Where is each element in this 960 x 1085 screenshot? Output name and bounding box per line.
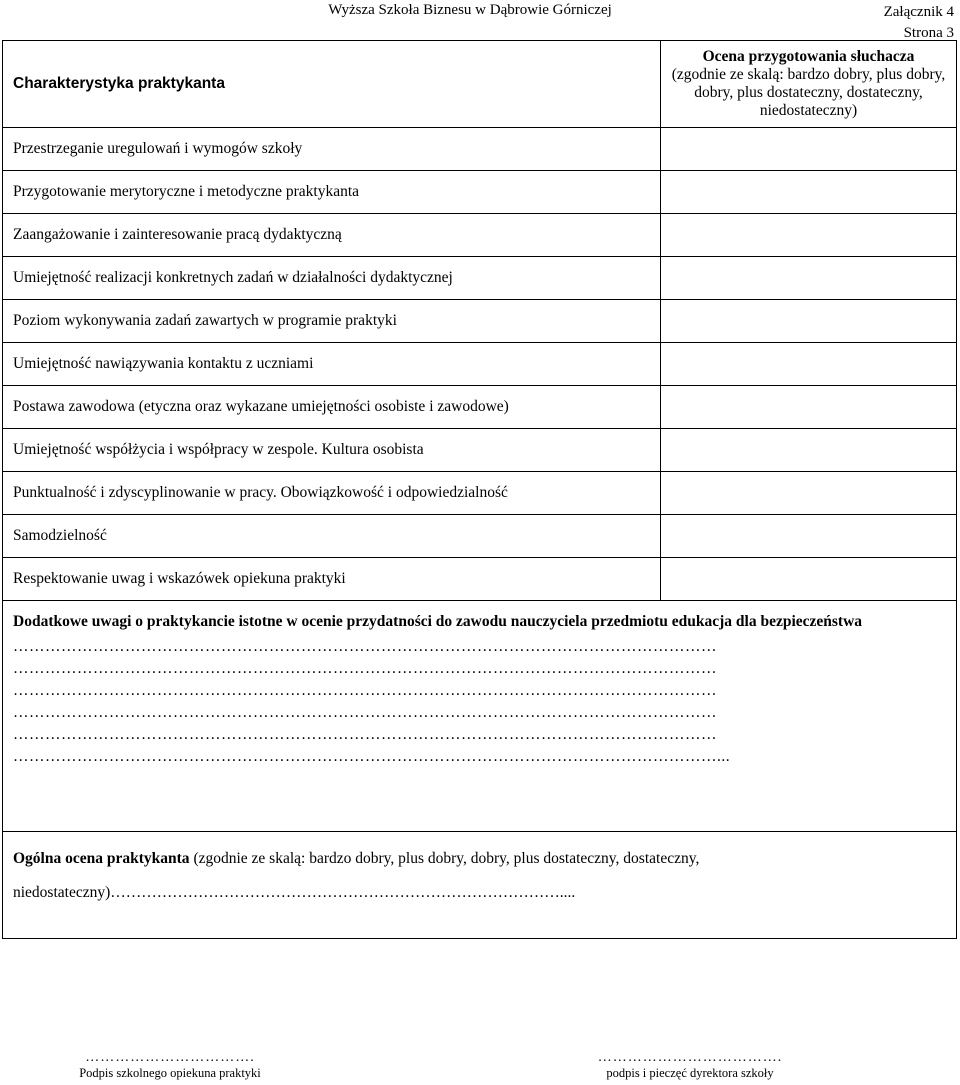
notes-cell[interactable] bbox=[3, 601, 957, 832]
notes-line: …………………………………………………………………………………………………………………… bbox=[13, 638, 717, 655]
criterion-label: Umiejętność realizacji konkretnych zadań w działalności dydaktycznej bbox=[3, 257, 661, 300]
notes-row bbox=[3, 601, 957, 832]
grade-cell[interactable] bbox=[661, 429, 957, 472]
grade-cell[interactable] bbox=[661, 515, 957, 558]
table-row bbox=[3, 558, 957, 601]
signature-principal bbox=[585, 1050, 795, 1081]
page-number: Strona 3 bbox=[903, 25, 954, 41]
signature-line: ………………………………. bbox=[597, 1050, 783, 1065]
school-name: Wyższa Szkoła Biznesu w Dąbrowie Górniczej bbox=[328, 2, 612, 18]
overall-assessment-dots: …………………………………………………………………………….... bbox=[110, 884, 576, 901]
criterion-label: Przestrzeganie uregulowań i wymogów szkoły bbox=[3, 128, 661, 171]
notes-title: Dodatkowe uwagi o praktykancie istotne w ocenie przydatności do zawodu nauczyciela przedmiotu edukacja dla bezpieczeństwa bbox=[13, 613, 863, 630]
criterion-label: Poziom wykonywania zadań zawartych w programie praktyki bbox=[3, 300, 661, 343]
table-row bbox=[3, 257, 957, 300]
criterion-label: Umiejętność nawiązywania kontaktu z uczniami bbox=[3, 343, 661, 386]
table-row bbox=[3, 128, 957, 171]
criterion-label: Przygotowanie merytoryczne i metodyczne praktykanta bbox=[3, 171, 661, 214]
notes-line: …………………………………………………………………………………………………………………… bbox=[13, 682, 717, 699]
table-row bbox=[3, 386, 957, 429]
grade-cell[interactable] bbox=[661, 257, 957, 300]
overall-assessment-scale: (zgodnie ze skalą: bardzo dobry, plus dobry, dobry, plus dostateczny, dostateczny, niedostateczny) bbox=[13, 850, 700, 901]
criterion-label: Respektowanie uwag i wskazówek opiekuna praktyki bbox=[3, 558, 661, 601]
attachment-label: Załącznik 4 bbox=[883, 4, 954, 20]
table-row bbox=[3, 300, 957, 343]
assessment-header-title: Ocena przygotowania słuchacza bbox=[702, 48, 915, 65]
grade-cell[interactable] bbox=[661, 128, 957, 171]
evaluation-table bbox=[2, 40, 957, 939]
overall-assessment-cell[interactable] bbox=[3, 832, 957, 939]
grade-cell[interactable] bbox=[661, 300, 957, 343]
table-row bbox=[3, 515, 957, 558]
signature-label: podpis i pieczęć dyrektora szkoły bbox=[606, 1066, 774, 1080]
criterion-label: Samodzielność bbox=[3, 515, 661, 558]
column-header-characteristics: Charakterystyka praktykanta bbox=[3, 41, 661, 128]
grade-cell[interactable] bbox=[661, 214, 957, 257]
grade-cell[interactable] bbox=[661, 343, 957, 386]
signature-label: Podpis szkolnego opiekuna praktyki bbox=[79, 1066, 261, 1080]
criterion-label: Postawa zawodowa (etyczna oraz wykazane umiejętności osobiste i zawodowe) bbox=[3, 386, 661, 429]
notes-line: …………………………………………………………………………………………………………………… bbox=[13, 660, 717, 677]
table-row bbox=[3, 472, 957, 515]
signature-line: ……………………………. bbox=[85, 1050, 255, 1065]
grade-cell[interactable] bbox=[661, 558, 957, 601]
criterion-label: Zaangażowanie i zainteresowanie pracą dydaktyczną bbox=[3, 214, 661, 257]
table-row bbox=[3, 214, 957, 257]
grade-cell[interactable] bbox=[661, 171, 957, 214]
criterion-label: Umiejętność współżycia i współpracy w zespole. Kultura osobista bbox=[3, 429, 661, 472]
table-row bbox=[3, 343, 957, 386]
table-row bbox=[3, 429, 957, 472]
grade-cell[interactable] bbox=[661, 386, 957, 429]
overall-assessment-label: Ogólna ocena praktykanta bbox=[13, 850, 190, 867]
notes-line: …………………………………………………………………………………………………………………… bbox=[13, 726, 717, 743]
notes-line: ……………………………………………………………………………………………………………………... bbox=[13, 748, 731, 765]
column-header-assessment bbox=[661, 41, 957, 128]
signature-school-supervisor bbox=[60, 1050, 280, 1081]
page-header-right bbox=[884, 2, 954, 44]
table-row bbox=[3, 171, 957, 214]
criterion-label: Punktualność i zdyscyplinowanie w pracy. Obowiązkowość i odpowiedzialność bbox=[3, 472, 661, 515]
grade-cell[interactable] bbox=[661, 472, 957, 515]
assessment-header-scale: (zgodnie ze skalą: bardzo dobry, plus dobry, dobry, plus dostateczny, dostateczny, niedostateczny) bbox=[671, 66, 946, 119]
overall-row bbox=[3, 832, 957, 939]
table-header-row bbox=[3, 41, 957, 128]
notes-line: …………………………………………………………………………………………………………………… bbox=[13, 704, 717, 721]
